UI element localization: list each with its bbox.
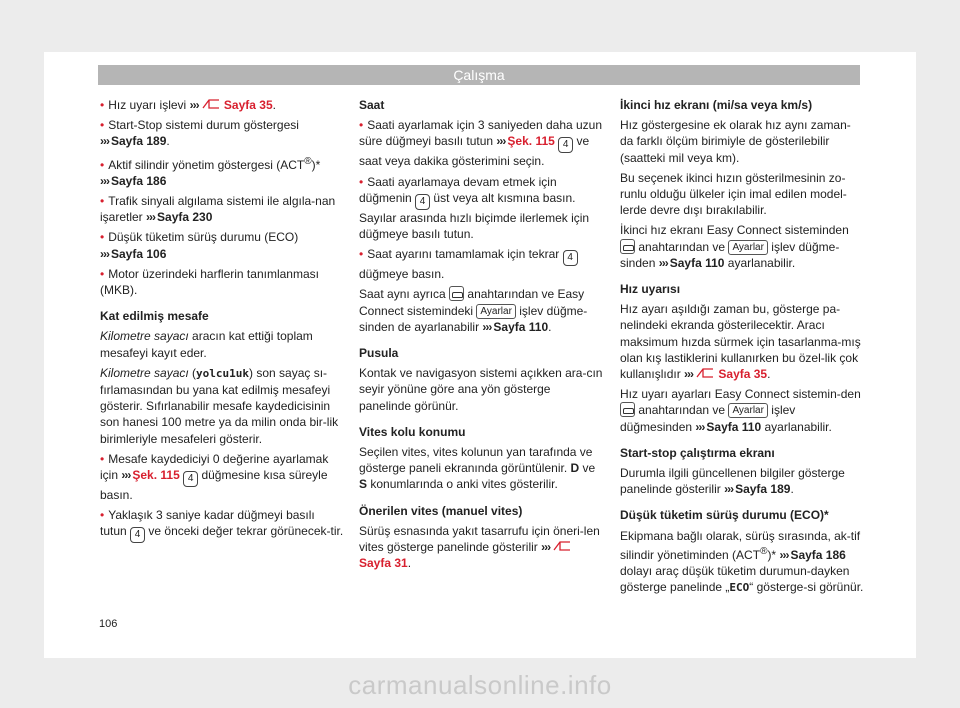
column-1	[100, 97, 344, 547]
reference-arrows: ›››	[189, 98, 199, 112]
bullet-dot: •	[100, 98, 105, 112]
heading-gear: Vites kolu konumu	[359, 424, 466, 439]
bullet-clock-set: • Saati ayarlamak için 3 saniyeden daha uzun süre düğmeyi basılı tutun ››› Şek. 115 4 ve saat veya dakika gösterimini seçin.	[359, 118, 603, 169]
car-key-icon	[449, 286, 464, 301]
page-number: 106	[99, 618, 118, 630]
paragraph: Sürüş esnasında yakıt tasarrufu için öneri-len vites gösterge panelinde gösterilir ››› Sayfa 31.	[359, 523, 600, 571]
callout-number-badge: 4	[183, 471, 198, 487]
heading-compass: Pusula	[359, 346, 399, 361]
page-link[interactable]: Sayfa 110	[493, 319, 549, 334]
bullet-reset: • Mesafe kaydediciyi 0 değerine ayarlamak için ››› Şek. 115 4 düğmesine kısa süreyle basın.	[100, 451, 329, 503]
paragraph: Kilometre sayacı (yolcu1uk) son sayaç sı-fırlamasından bu yana kat edilmiş mesafeyi gösterir. Sıfırlanabilir mesafe kaydedicisinin son hanesi 100 metre ya da milin onda bir-lik birimleriyle mesafeleri gösterir.	[100, 365, 339, 446]
ayarlar-key: Ayarlar	[728, 240, 768, 255]
callout-number-badge: 4	[130, 527, 145, 543]
ayarlar-key: Ayarlar	[728, 403, 768, 418]
page-link[interactable]: Sayfa 31	[359, 556, 408, 571]
callout-number-badge: 4	[415, 194, 430, 210]
bullet-speed-warning: • Hız uyarı işlevi ››› Sayfa 35.	[100, 98, 276, 112]
ayarlar-key: Ayarlar	[476, 304, 516, 319]
page-header: Çalışma	[98, 65, 860, 85]
page-link[interactable]: Sayfa 189	[735, 482, 791, 497]
paragraph: Kilometre sayacı aracın kat ettiği toplam mesafeyi kayıt eder.	[100, 329, 313, 360]
warning-symbol-icon	[695, 367, 715, 379]
paragraph: Durumla ilgili güncellenen bilgiler gösterge panelinde gösterilir ››› Sayfa 189.	[620, 466, 845, 497]
car-key-icon	[620, 239, 635, 254]
callout-number-badge: 4	[558, 137, 573, 153]
heading-clock: Saat	[359, 98, 385, 112]
paragraph: Ekipmana bağlı olarak, sürüş sırasında, ak-tif silindir yönetiminden (ACT®)* ››› Sayfa 186 dolayı araç düşük tüketim durumun-dayken gösterge panelinde „ECO“ gösterge-si görünür.	[620, 528, 864, 595]
paragraph: Saat aynı ayrıca anahtarından ve Easy Connect sistemindeki Ayarlar işlev düğme-sinden de ayarlanabilir ››› Sayfa 110.	[359, 287, 588, 334]
paragraph: İkinci hız ekranı Easy Connect sisteminden anahtarından ve Ayarlar işlev düğme-sinden ››› Sayfa 110 ayarlanabilir.	[620, 223, 849, 270]
paragraph: Hız ayarı aşıldığı zaman bu, gösterge pa-nelindeki ekranda gösterilecektir. Aracı maksimum hızda sürmek için tasarlanma-mış olan kış lastiklerini kullanırken bu özel-lik çok kullanışlıdır ››› Sayfa 35.	[620, 302, 861, 382]
bullet-clock-finish: • Saat ayarını tamamlamak için tekrar 4 düğmeye basın.	[359, 246, 603, 282]
page-link[interactable]: Sayfa 189	[111, 134, 167, 149]
column-3	[620, 97, 864, 600]
paragraph: Bu seçenek ikinci hızın gösterilmesinin zo-runlu olduğu ülkeler için imal edilen model-lerde devre dışı bırakılabilir.	[620, 170, 847, 218]
heading-second-speed: İkinci hız ekranı (mi/sa veya km/s)	[620, 98, 813, 112]
column-2	[359, 97, 603, 575]
paragraph: Hız göstergesine ek olarak hız aynı zaman-da farklı ölçüm birimiyle de gösterilebilir (saatteki mil veya km).	[620, 118, 851, 165]
page-link[interactable]: Sayfa 110	[706, 419, 762, 434]
bullet-eco: • Düşük tüketim sürüş durumu (ECO) ››› Sayfa 106	[100, 230, 299, 261]
warning-symbol-icon	[201, 98, 221, 110]
page-link[interactable]: Sayfa 186	[111, 173, 167, 188]
bullet-mkb: • Motor üzerindeki harflerin tanımlanması (MKB).	[100, 266, 319, 298]
paragraph: Kontak ve navigasyon sistemi açıkken ara-cın seyir yönüne göre ana yön gösterge panelinde görünür.	[359, 366, 603, 413]
page-link[interactable]: Sayfa 35	[718, 367, 768, 382]
bullet-traffic-sign: • Trafik sinyali algılama sistemi ile algıla-nan işaretler ››› Sayfa 230	[100, 194, 336, 225]
bullet-restore: • Yaklaşık 3 saniye kadar düğmeyi basılı tutun 4 ve önceki değer tekrar görünecek-tir.	[100, 507, 344, 543]
display-text: yolcu1uk	[196, 366, 250, 380]
figure-link[interactable]: Şek. 115	[132, 468, 180, 483]
heading-eco: Düşük tüketim sürüş durumu (ECO)*	[620, 508, 829, 523]
warning-symbol-icon	[552, 540, 572, 552]
bullet-act: • Aktif silindir yönetim göstergesi (ACT®)* ››› Sayfa 186	[100, 155, 321, 188]
callout-number-badge: 4	[563, 250, 578, 266]
heading-recommended-gear: Önerilen vites (manuel vites)	[359, 503, 523, 518]
page-link[interactable]: Sayfa 106	[111, 246, 167, 261]
page-link[interactable]: Sayfa 230	[157, 210, 213, 225]
heading-start-stop: Start-stop çalıştırma ekranı	[620, 445, 775, 460]
page-link[interactable]: Sayfa 35	[223, 98, 273, 112]
paragraph: Hız uyarı ayarları Easy Connect sistemin-den anahtarından ve Ayarlar işlev düğmesinden ››› Sayfa 110 ayarlanabilir.	[620, 387, 861, 434]
figure-link[interactable]: Şek. 115	[507, 134, 555, 149]
bullet-start-stop: • Start-Stop sistemi durum göstergesi ››› Sayfa 189.	[100, 118, 299, 149]
watermark: carmanualsonline.info	[348, 670, 612, 700]
page-link[interactable]: Sayfa 186	[790, 547, 846, 562]
heading-speed-warning: Hız uyarısı	[620, 282, 681, 297]
page-link[interactable]: Sayfa 110	[669, 255, 725, 270]
heading-distance: Kat edilmiş mesafe	[100, 309, 209, 324]
paragraph: Seçilen vites, vites kolunun yan tarafında ve gösterge paneli ekranında görüntülenir. D ve S konumlarında o anki vites gösterilir.	[359, 445, 596, 492]
eco-display-text: ECO	[729, 581, 750, 595]
car-key-icon	[620, 402, 635, 417]
bullet-clock-continue: • Saati ayarlamaya devam etmek için düğmenin 4 üst veya alt kısmına basın. Sayılar arasında hızlı biçimde ilerlemek için düğmeye basılı tutun.	[359, 174, 590, 242]
